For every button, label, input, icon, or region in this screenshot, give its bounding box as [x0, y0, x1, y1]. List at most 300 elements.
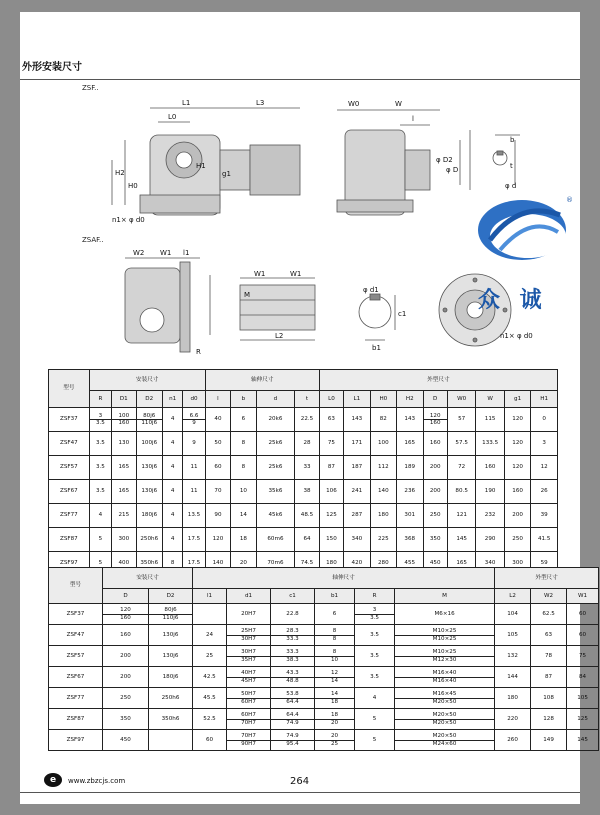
cell-value: 28.3 — [271, 628, 314, 635]
cell-value: 8 — [332, 635, 337, 642]
label-d1: φ d1 — [363, 286, 379, 294]
cell-t: 48.5 — [295, 504, 319, 528]
cell-value: 18 — [330, 698, 339, 705]
cell-w0: 80.5 — [447, 480, 475, 504]
label-H2: H2 — [115, 169, 125, 177]
cell-w1: 145 — [567, 730, 599, 751]
technical-drawings — [0, 0, 600, 370]
cell-value: 20 — [315, 733, 354, 740]
cell-w1: 60 — [567, 625, 599, 646]
cell-r: 5 — [355, 730, 395, 751]
cell-h1: 39 — [531, 504, 558, 528]
zsf-label: ZSF.. — [82, 84, 99, 92]
cell-b: 8 — [231, 432, 256, 456]
page-title: 外形安装尺寸 — [22, 62, 82, 73]
cell-value: M12×30 — [432, 656, 457, 663]
label-b1: b1 — [372, 344, 381, 352]
cell-l1: 420 — [344, 552, 370, 576]
cell-w0: 145 — [447, 528, 475, 552]
cell-l2: 144 — [495, 667, 531, 688]
label-W: W — [395, 100, 402, 108]
cell-b: 14 — [231, 504, 256, 528]
cell-l: 70 — [205, 480, 230, 504]
cell-r: 5 — [89, 552, 111, 576]
cell-m: M6×16 — [395, 604, 495, 625]
cell-h0: 82 — [370, 408, 396, 432]
table2-col-l1: l1 — [193, 589, 227, 604]
cell-value: 70H7 — [227, 733, 270, 740]
cell-l1: 340 — [344, 528, 370, 552]
cell-m — [395, 646, 495, 667]
cell-t: 22.5 — [295, 408, 319, 432]
cell-l1: 52.5 — [193, 709, 227, 730]
cell-t: 28 — [295, 432, 319, 456]
cell-w1: 84 — [567, 667, 599, 688]
table1-col-d: d — [256, 391, 295, 408]
cell-value: 18 — [315, 712, 354, 719]
cell-w0: 72 — [447, 456, 475, 480]
cell-l0: 63 — [319, 408, 343, 432]
table2-col-w2: W2 — [531, 589, 567, 604]
label-W1-shaft: W1 — [290, 270, 302, 278]
cell-w2: 78 — [531, 646, 567, 667]
cell-d1 — [227, 730, 271, 751]
cell-r: 3.5 — [89, 480, 111, 504]
cell-b1 — [315, 709, 355, 730]
cell-d2 — [136, 408, 162, 432]
cell-d1: 215 — [112, 504, 136, 528]
table1-col-l: l — [205, 391, 230, 408]
cell-value: M20×50 — [395, 733, 494, 740]
cell-h1: 26 — [531, 480, 558, 504]
table-row — [49, 504, 558, 528]
cell-t: 74.5 — [295, 552, 319, 576]
cell-d0: 17.5 — [183, 552, 205, 576]
cell-d: 350 — [423, 528, 447, 552]
cell-n1: 4 — [162, 504, 182, 528]
cell-d: 25k6 — [256, 432, 295, 456]
cell-h0: 112 — [370, 456, 396, 480]
cell-l1: 25 — [193, 646, 227, 667]
table1-col-g1: g1 — [504, 391, 530, 408]
cell-d1: 165 — [112, 456, 136, 480]
cell-l1: 24 — [193, 625, 227, 646]
model-cell: ZSF97 — [49, 730, 103, 751]
model-cell: ZSF97 — [49, 552, 90, 576]
cell-d1 — [227, 625, 271, 646]
table-row — [49, 408, 558, 432]
cell-h2: 455 — [397, 552, 423, 576]
cell-value: M20×50 — [395, 712, 494, 719]
cell-h1: 0 — [531, 408, 558, 432]
cell-b1 — [315, 730, 355, 751]
cell-d: 450 — [103, 730, 149, 751]
cell-d2 — [149, 730, 193, 751]
model-cell: ZSF57 — [49, 456, 90, 480]
shaft-end-detail — [493, 135, 520, 185]
cell-value: 45H7 — [241, 677, 256, 684]
cell-r: 4 — [89, 504, 111, 528]
cell-h1: 41.5 — [531, 528, 558, 552]
cell-l: 90 — [205, 504, 230, 528]
model-cell: ZSF77 — [49, 688, 103, 709]
cell-r: 3.5 — [355, 667, 395, 688]
label-W0: W0 — [348, 100, 360, 108]
cell-value: M20×50 — [432, 719, 457, 726]
cell-t: 64 — [295, 528, 319, 552]
cell-value: 64.4 — [286, 698, 299, 705]
cell-w2: 149 — [531, 730, 567, 751]
label-n1d0: n1× φ d0 — [112, 216, 145, 224]
cell-value: 10 — [330, 656, 339, 663]
label-L0: L0 — [168, 113, 177, 121]
cell-b: 18 — [231, 528, 256, 552]
label-g1: g1 — [222, 170, 231, 178]
cell-n1: 4 — [162, 456, 182, 480]
table1-col-b: b — [231, 391, 256, 408]
cell-value: 60H7 — [227, 712, 270, 719]
cell-value: 20 — [330, 719, 339, 726]
cell-d: 200 — [423, 456, 447, 480]
label-L2: L2 — [275, 332, 284, 340]
table1-col-w: W — [476, 391, 504, 408]
cell-w0: 121 — [447, 504, 475, 528]
cell-d1: 130 — [112, 432, 136, 456]
model-cell: ZSF57 — [49, 646, 103, 667]
cell-l0: 75 — [319, 432, 343, 456]
page-number: 264 — [290, 776, 310, 787]
cell-l: 60 — [205, 456, 230, 480]
cell-value: 3 — [355, 607, 394, 614]
cell-h2: 165 — [397, 432, 423, 456]
cell-l2: 260 — [495, 730, 531, 751]
model-cell: ZSF77 — [49, 504, 90, 528]
cell-d1 — [227, 688, 271, 709]
cell-r: 4 — [355, 688, 395, 709]
table1-col-l1: L1 — [344, 391, 370, 408]
cell-d: 160 — [423, 432, 447, 456]
cell-h2: 143 — [397, 408, 423, 432]
cell-value: 110j6 — [141, 420, 158, 426]
label-t: t — [510, 162, 513, 170]
cell-d1 — [227, 646, 271, 667]
cell-w2: 87 — [531, 667, 567, 688]
cell-d: 200 — [423, 480, 447, 504]
label-L3: L3 — [256, 99, 265, 107]
cell-g1: 120 — [504, 456, 530, 480]
cell-value: M24×60 — [432, 740, 457, 747]
cell-n1: 4 — [162, 480, 182, 504]
label-M: M — [244, 291, 251, 299]
model-cell: ZSF37 — [49, 604, 103, 625]
table1-col-h2: H2 — [397, 391, 423, 408]
cell-w1: 125 — [567, 709, 599, 730]
cell-d2 — [149, 604, 193, 625]
cell-l: 140 — [205, 552, 230, 576]
cell-d: 350 — [103, 709, 149, 730]
cell-r — [89, 408, 111, 432]
cell-value: M16×45 — [395, 691, 494, 698]
cell-value: 53.8 — [271, 691, 314, 698]
cell-c1 — [271, 709, 315, 730]
cell-d0: 13.5 — [183, 504, 205, 528]
cell-l: 40 — [205, 408, 230, 432]
cell-value: 3 — [90, 413, 111, 420]
cell-value: M10×25 — [432, 635, 457, 642]
cell-d1 — [227, 709, 271, 730]
cell-value: 35H7 — [241, 656, 256, 663]
cell-b: 20 — [231, 552, 256, 576]
cell-b1 — [315, 667, 355, 688]
cell-l: 50 — [205, 432, 230, 456]
cell-w1: 105 — [567, 688, 599, 709]
cell-b1 — [315, 646, 355, 667]
cell-r: 3.5 — [89, 456, 111, 480]
cell-value: M10×25 — [395, 649, 494, 656]
cell-d2: 100j6 — [136, 432, 162, 456]
cell-h0: 225 — [370, 528, 396, 552]
cell-g1: 120 — [504, 432, 530, 456]
cell-d2: 130j6 — [149, 646, 193, 667]
label-W1-zsaf: W1 — [160, 249, 172, 257]
table2-col-w1: W1 — [567, 589, 599, 604]
cell-value: 33.3 — [271, 649, 314, 656]
cell-d1: 300 — [112, 528, 136, 552]
t2-model-header: 型号 — [49, 568, 103, 604]
cell-value: 95.4 — [286, 740, 299, 747]
cell-b: 10 — [231, 480, 256, 504]
cell-value: 3.5 — [370, 614, 379, 621]
t2-group-shaft: 轴伸尺寸 — [193, 568, 495, 589]
cell-value: 100 — [112, 413, 135, 420]
cell-m — [395, 730, 495, 751]
table1-col-d2: D2 — [136, 391, 162, 408]
cell-l1: 187 — [344, 456, 370, 480]
label-R: R — [196, 348, 201, 356]
cell-h0: 280 — [370, 552, 396, 576]
cell-l0: 150 — [319, 528, 343, 552]
brand-logo-mark — [478, 200, 566, 260]
model-cell: ZSF37 — [49, 408, 90, 432]
label-c1: c1 — [398, 310, 407, 318]
cell-d2: 180j6 — [149, 667, 193, 688]
model-cell: ZSF87 — [49, 528, 90, 552]
hollow-shaft-section — [240, 278, 315, 340]
table1-col-d: D — [423, 391, 447, 408]
cell-d — [103, 604, 149, 625]
cell-n1: 8 — [162, 552, 182, 576]
spec-table-2 — [48, 567, 599, 751]
cell-value: 30H7 — [227, 649, 270, 656]
cell-l2: 180 — [495, 688, 531, 709]
cell-n1: 4 — [162, 432, 182, 456]
cell-c1 — [271, 688, 315, 709]
cell-w1: 60 — [567, 604, 599, 625]
cell-d: 200 — [103, 667, 149, 688]
cell-r: 5 — [355, 709, 395, 730]
cell-n1: 4 — [162, 408, 182, 432]
cell-value: 110j6 — [162, 614, 179, 621]
footer-logo-icon: e — [44, 773, 62, 787]
cell-w2: 108 — [531, 688, 567, 709]
cell-l2: 132 — [495, 646, 531, 667]
cell-d: 25k6 — [256, 456, 295, 480]
cell-d1: 20H7 — [227, 604, 271, 625]
cell-m — [395, 688, 495, 709]
cell-c1 — [271, 625, 315, 646]
cell-value: 80j6 — [149, 607, 192, 614]
cell-d2: 250h6 — [136, 528, 162, 552]
table-row — [49, 604, 599, 625]
footer-url[interactable]: www.zbzcjs.com — [68, 777, 126, 785]
cell-g1: 160 — [504, 480, 530, 504]
cell-value: 74.9 — [271, 733, 314, 740]
cell-value: 8 — [315, 649, 354, 656]
cell-d1 — [227, 667, 271, 688]
label-D: φ D — [446, 166, 459, 174]
table-row — [49, 456, 558, 480]
t1-group-mount: 安装尺寸 — [89, 370, 205, 391]
cell-h2: 368 — [397, 528, 423, 552]
table2-col-d: D — [103, 589, 149, 604]
cell-h0: 140 — [370, 480, 396, 504]
cell-l: 120 — [205, 528, 230, 552]
cell-value: 80j6 — [137, 413, 162, 420]
cell-d2: 130j6 — [136, 456, 162, 480]
cell-d2: 130j6 — [136, 480, 162, 504]
cell-l0: 180 — [319, 552, 343, 576]
cell-w: 232 — [476, 504, 504, 528]
cell-value: 40H7 — [227, 670, 270, 677]
label-d: φ d — [505, 182, 517, 190]
cell-w: 340 — [476, 552, 504, 576]
cell-c1 — [271, 667, 315, 688]
cell-d0: 17.5 — [183, 528, 205, 552]
table2-col-c1: c1 — [271, 589, 315, 604]
cell-value: 160 — [429, 420, 441, 426]
cell-value: 160 — [118, 420, 130, 426]
cell-w0: 165 — [447, 552, 475, 576]
cell-w: 190 — [476, 480, 504, 504]
zsaf-side-view — [125, 258, 210, 352]
cell-value: 3.5 — [95, 420, 105, 426]
cell-c1 — [271, 730, 315, 751]
cell-m — [395, 709, 495, 730]
cell-d: 160 — [103, 625, 149, 646]
label-n1d0-flange: n1× φ d0 — [500, 332, 533, 340]
cell-value: 8 — [315, 628, 354, 635]
cell-r: 3.5 — [89, 432, 111, 456]
cell-l1: 42.5 — [193, 667, 227, 688]
label-W1-section: W1 — [254, 270, 266, 278]
brand-logo-text: 众 诚 — [478, 288, 548, 313]
table1-col-h1: H1 — [531, 391, 558, 408]
table-row — [49, 688, 599, 709]
table-row — [49, 480, 558, 504]
cell-w: 290 — [476, 528, 504, 552]
footer-rule — [20, 792, 580, 793]
cell-r: 3.5 — [355, 646, 395, 667]
cell-l1: 143 — [344, 408, 370, 432]
cell-value: M16×40 — [395, 670, 494, 677]
cell-w: 115 — [476, 408, 504, 432]
cell-t: 33 — [295, 456, 319, 480]
cell-w2: 128 — [531, 709, 567, 730]
cell-value: 60H7 — [241, 698, 256, 705]
table1-col-r: R — [89, 391, 111, 408]
cell-h0: 180 — [370, 504, 396, 528]
cell-g1: 120 — [504, 408, 530, 432]
cell-h2: 236 — [397, 480, 423, 504]
cell-c1: 22.8 — [271, 604, 315, 625]
cell-l0: 125 — [319, 504, 343, 528]
label-W2: W2 — [133, 249, 145, 257]
table-row — [49, 646, 599, 667]
cell-d: 200 — [103, 646, 149, 667]
cell-h1: 59 — [531, 552, 558, 576]
cell-b: 8 — [231, 456, 256, 480]
cell-w2: 63 — [531, 625, 567, 646]
table1-col-d1: D1 — [112, 391, 136, 408]
cell-b1: 6 — [315, 604, 355, 625]
cell-d2: 130j6 — [149, 625, 193, 646]
cell-d1 — [112, 408, 136, 432]
cell-b1 — [315, 625, 355, 646]
cell-value: 14 — [330, 677, 339, 684]
cell-value: 70H7 — [241, 719, 256, 726]
table-row — [49, 432, 558, 456]
cell-n1: 4 — [162, 528, 182, 552]
cell-value: 74.9 — [286, 719, 299, 726]
table2-col-r: R — [355, 589, 395, 604]
t2-group-outline: 外型尺寸 — [495, 568, 599, 589]
table-row — [49, 730, 599, 751]
t1-model-header: 型号 — [49, 370, 90, 408]
table1-col-h0: H0 — [370, 391, 396, 408]
cell-value: M20×50 — [432, 698, 457, 705]
cell-d1: 400 — [112, 552, 136, 576]
cell-l1: 241 — [344, 480, 370, 504]
table-row — [49, 528, 558, 552]
table1-col-t: t — [295, 391, 319, 408]
cell-w0: 57 — [447, 408, 475, 432]
cell-value: 90H7 — [241, 740, 256, 747]
cell-l0: 87 — [319, 456, 343, 480]
cell-value: M10×25 — [395, 628, 494, 635]
table2-col-d2: D2 — [149, 589, 193, 604]
cell-w2: 62.5 — [531, 604, 567, 625]
cell-b1 — [315, 688, 355, 709]
table1-col-d0: d0 — [183, 391, 205, 408]
cell-l1: 45.5 — [193, 688, 227, 709]
cell-h1: 12 — [531, 456, 558, 480]
table1-col-l0: L0 — [319, 391, 343, 408]
model-cell: ZSF87 — [49, 709, 103, 730]
label-b: b — [510, 136, 515, 144]
cell-value: 12 — [315, 670, 354, 677]
cell-value: 38.3 — [286, 656, 299, 663]
cell-value: 120 — [424, 413, 447, 420]
cell-d2: 250h6 — [149, 688, 193, 709]
cell-w0: 57.5 — [447, 432, 475, 456]
cell-h1: 3 — [531, 432, 558, 456]
cell-d: 60m6 — [256, 528, 295, 552]
cell-l1 — [193, 604, 227, 625]
label-l: l — [412, 115, 414, 123]
label-l1: l1 — [183, 249, 190, 257]
cell-d: 250 — [423, 504, 447, 528]
cell-d: 45k6 — [256, 504, 295, 528]
